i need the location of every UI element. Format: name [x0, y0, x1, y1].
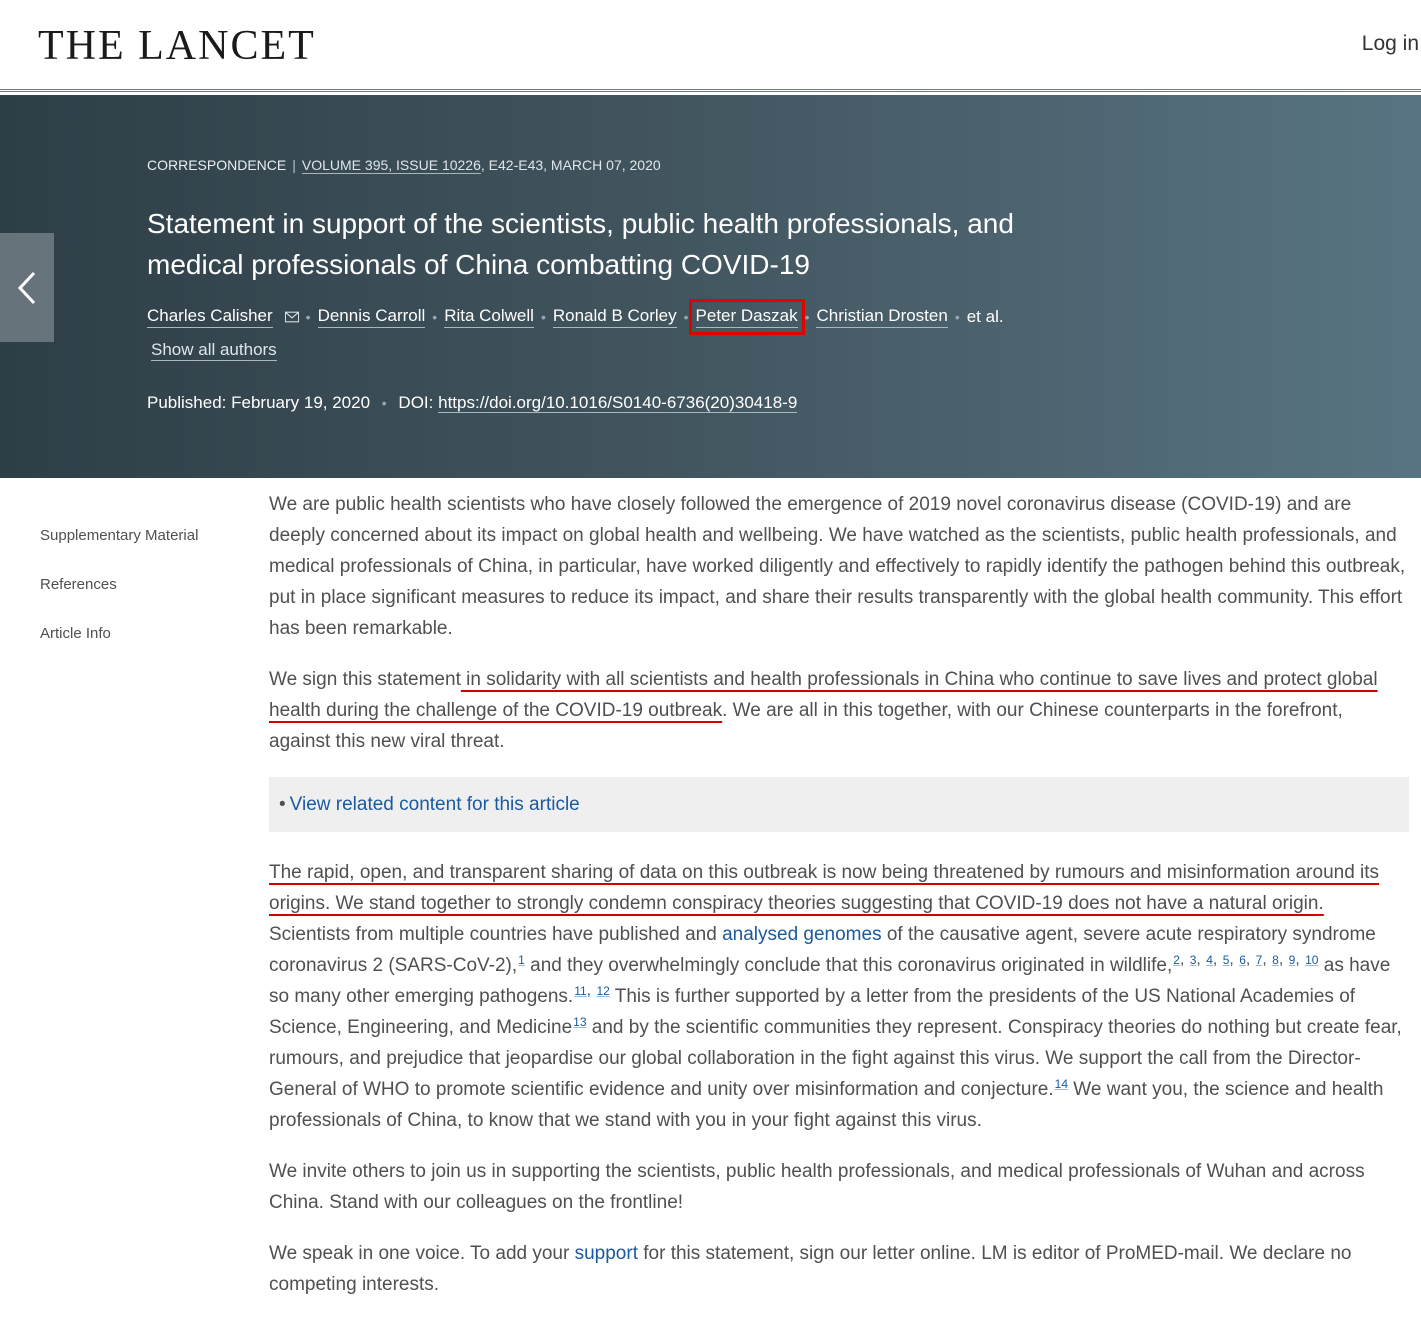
paragraph: The rapid, open, and transparent sharing of data on this outbreak is now being threatened by rumours and misinformation around its origins. We stand together to strongly condemn conspiracy theories suggesting that COVID-19 does not have a natural origin. Scientists from multiple countries have published and analysed genomes of the causative agent, severe acute respiratory syndrome coronavirus 2 (SARS-CoV-2),$^1$ and they overwhelmingly conclude that this coronavirus originated in wildlife,$^{2, 3, 4, 5, 6, 7, 8, 9, 10}$ as have so many other emerging pathogens.$^{11, 12}$ This is further supported by a letter from the presidents of the US National Academies of Science, Engineering, and Medicine$^{13}$ and by the scientific communities they represent. Conspiracy theories do nothing but create fear, rumours, and prejudice that jeopardise our global collaboration in the fight against this virus. We support the call from the Director-General of WHO to promote scientific evidence and unity over misinformation and conjecture.$^{14}$ We want you, the science and health professionals of China, to know that we stand with you in your fight against this virus. [269, 862, 1402, 1131]
author-link[interactable]: Charles Calisher [147, 306, 273, 328]
reference-link[interactable]: 5 [1222, 952, 1230, 967]
author-link[interactable]: Ronald B Corley [553, 306, 677, 328]
text-span: of the causative agent, severe acute respiratory syndrome coronavirus 2 (SARS-CoV-2), [269, 924, 1376, 976]
reference-link[interactable]: 9 [1288, 952, 1296, 967]
text-span: We speak in one voice. To add your [269, 1243, 575, 1264]
author-link[interactable]: Dennis Carroll [318, 306, 426, 328]
text-span: Scientists from multiple countries have published and [269, 924, 723, 945]
related-content-link[interactable]: View related content for this article [289, 794, 580, 815]
paragraph: We are public health scientists who have closely followed the emergence of 2019 novel coronavirus disease (COVID-19) and are deeply concerned about its impact on global health and wellbeing. We have watched as the scientists, public health professionals, and medical professionals of China, in particular, have worked diligently and effectively to rapidly identify the pathogen behind this outbreak, put in place significant measures to reduce its impact, and share their results transparently with the global health community. This effort has been remarkable. [269, 494, 1406, 639]
published-label: Published: [147, 393, 227, 412]
email-icon[interactable] [285, 310, 299, 324]
author-link[interactable]: Christian Drosten [816, 306, 947, 328]
reference-link[interactable]: 12 [596, 983, 610, 998]
support-link[interactable]: support [574, 1243, 638, 1264]
volume-link[interactable]: VOLUME 395, ISSUE 10226 [301, 157, 481, 173]
reference-link[interactable]: 4 [1206, 952, 1213, 967]
text-span: We want you, the science and health professionals of China, to know that we stand with you in your fight against this virus. [269, 1079, 1384, 1131]
article-side-nav [40, 520, 200, 667]
author-link-highlighted[interactable]: Peter Daszak [696, 306, 798, 328]
reference-link[interactable]: 6 [1239, 952, 1246, 967]
text-span: . We are all in this together, with our Chinese counterparts in the forefront, against this new viral threat. [269, 700, 1343, 752]
article-body [269, 489, 1409, 1320]
highlighted-text: in solidarity with all scientists and health professionals in China who continue to save lives and protect global health during the challenge of the COVID-19 outbreak [269, 669, 1378, 721]
article-header [0, 95, 1421, 478]
author-list: Charles Calisher • Dennis Carroll • Rita Colwell • Ronald B Corley • Peter Daszak • Christian Drosten • et al. [147, 306, 1004, 326]
reference-link[interactable]: 7 [1255, 952, 1263, 967]
reference-link[interactable]: 1 [518, 952, 525, 967]
reference-link[interactable]: 2 [1173, 952, 1180, 967]
reference-link[interactable]: 8 [1272, 952, 1279, 967]
text-span: as have so many other emerging pathogens. [269, 955, 1391, 1007]
highlighted-text: The rapid, open, and transparent sharing of data on this outbreak is now being threatened by rumours and misinformation around its origins. We stand together to strongly condemn conspiracy theories suggesting that COVID-19 does not have a natural origin. [269, 862, 1380, 914]
nav-references[interactable]: References [40, 576, 117, 593]
published-date: February 19, 2020 [231, 393, 371, 412]
text-span: We sign this statement [269, 669, 461, 690]
text-span: for this statement, sign our letter online. LM is editor of ProMED-mail. We declare no competing interests. [269, 1243, 1352, 1295]
previous-article-button[interactable] [0, 233, 54, 342]
chevron-left-icon [16, 270, 38, 306]
lancet-logo[interactable]: THE LANCET [38, 23, 316, 69]
bullet: • [279, 794, 286, 815]
doi-label: DOI: [398, 393, 434, 412]
paragraph [269, 1238, 1409, 1300]
et-al: et al. [966, 307, 1004, 326]
reference-link[interactable]: 11 [574, 983, 587, 998]
article-meta: CORRESPONDENCE | VOLUME 395, ISSUE 10226, E42-E43, MARCH 07, 2020 [147, 157, 661, 173]
nav-article-info[interactable]: Article Info [40, 625, 111, 642]
article-title: Statement in support of the scientists, public health professionals, and medical professionals of China combatting COVID-19 [147, 208, 1014, 280]
paragraph [269, 664, 1409, 757]
reference-link[interactable]: 14 [1054, 1076, 1069, 1091]
nav-supplementary-material[interactable]: Supplementary Material [40, 527, 199, 544]
pages-date: , E42-E43, MARCH 07, 2020 [480, 157, 661, 173]
reference-link[interactable]: 10 [1305, 952, 1319, 967]
publication-info: Published: February 19, 2020 • DOI: https://doi.org/10.1016/S0140-6736(20)30418-9 [147, 393, 798, 412]
text-span: and they overwhelmingly conclude that this coronavirus originated in wildlife, [524, 955, 1173, 976]
reference-link[interactable]: 13 [573, 1014, 587, 1029]
login-link[interactable]: Log in [1361, 32, 1419, 55]
paragraph: We invite others to join us in supporting the scientists, public health professionals, and medical professionals of Wuhan and across China. Stand with our colleagues on the frontline! [269, 1161, 1365, 1213]
analysed-genomes-link[interactable]: analysed genomes [722, 924, 882, 945]
related-content-box [269, 777, 1409, 832]
doi-link[interactable]: https://doi.org/10.1016/S0140-6736(20)30418-9 [438, 393, 798, 412]
show-all-authors-link[interactable]: Show all authors [151, 340, 277, 359]
top-bar [0, 0, 1421, 92]
author-link[interactable]: Rita Colwell [444, 306, 534, 328]
text-span: and by the scientific communities they represent. Conspiracy theories do nothing but create fear, rumours, and prejudice that jeopardise our global collaboration in the fight against this virus. We support the call from the Director-General of WHO to promote scientific evidence and unity over misinformation and conjecture. [269, 1017, 1402, 1100]
reference-link[interactable]: 3 [1189, 952, 1197, 967]
article-type: CORRESPONDENCE [147, 157, 287, 173]
text-span: This is further supported by a letter from the presidents of the US National Academies of Science, Engineering, and Medicine [269, 986, 1356, 1038]
